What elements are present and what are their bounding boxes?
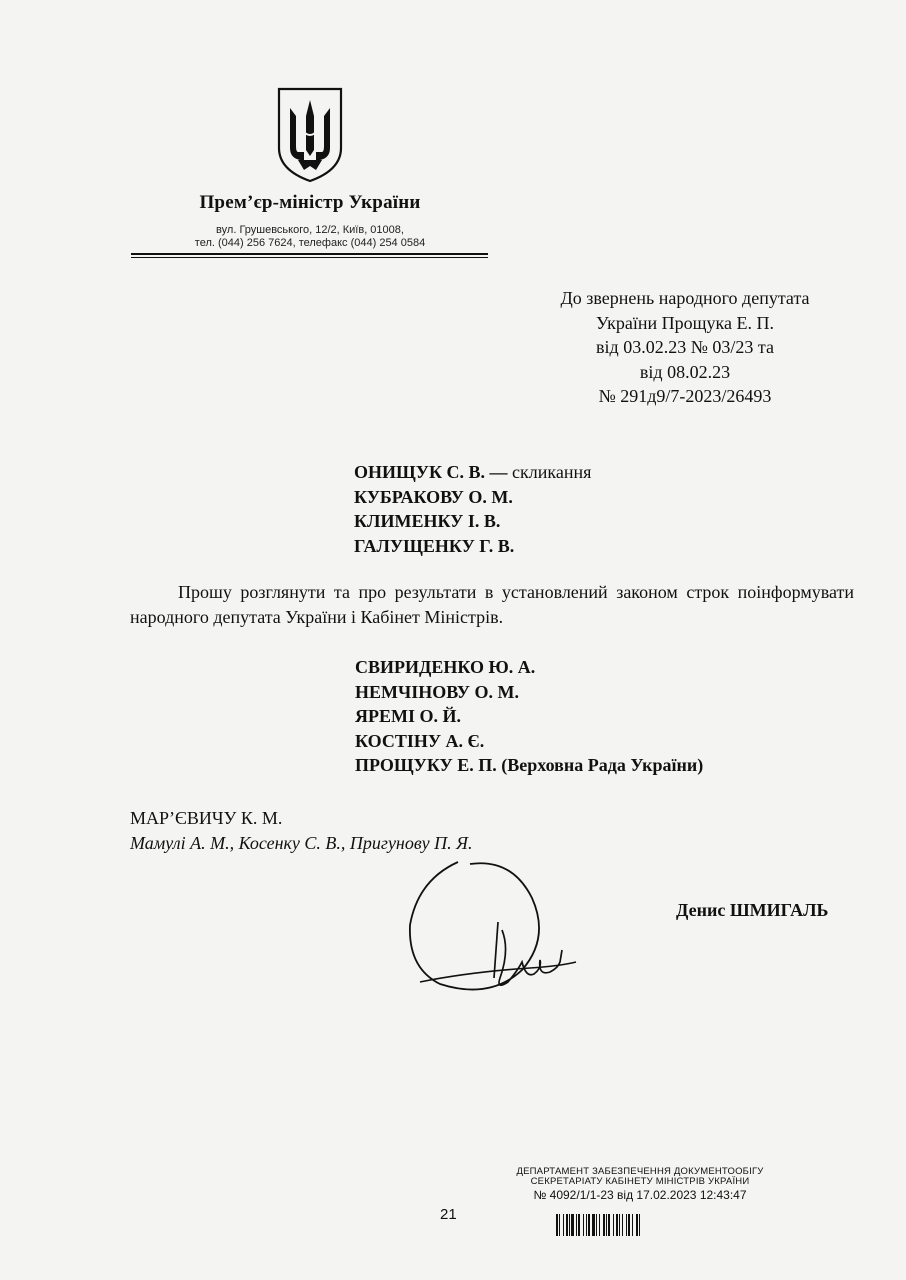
trident-coat-of-arms-icon [276,86,344,184]
barcode-bar [586,1214,587,1236]
stamp-secretariat: СЕКРЕТАРІАТУ КАБІНЕТУ МІНІСТРІВ УКРАЇНИ [530,1176,750,1187]
barcode-bar [616,1214,618,1236]
barcode-bar [608,1214,610,1236]
reference-line: від 03.02.23 № 03/23 та [596,337,774,357]
addressee-line: КЛИМЕНКУ І. В. [354,511,501,531]
copy-to-block [130,806,473,855]
addressee-line: СВИРИДЕНКО Ю. А. [355,657,536,677]
letterhead-title: Прем’єр-міністр України [199,192,421,213]
addressee-block-primary [354,460,591,558]
barcode-bar [599,1214,600,1236]
copy-to-secondary: Мамулі А. М., Косенку С. В., Пригунову П. Я. [130,832,473,853]
barcode-bar [626,1214,627,1236]
barcode-bar [622,1214,623,1236]
letterhead-phone: тел. (044) 256 7624, телефакс (044) 254 0584 [194,237,426,249]
barcode-bar [603,1214,605,1236]
barcode-bar [569,1214,570,1236]
barcode-bar [563,1214,564,1236]
reference-line: України Прощука Е. П. [596,312,774,333]
barcode-bar [632,1214,633,1236]
barcode-bar [588,1214,590,1236]
page-number: 21 [440,1206,457,1223]
addressee-name: ОНИЩУК С. В. — [354,462,508,482]
letterhead-rule-thin [131,257,488,258]
addressee-block-secondary [355,655,703,778]
addressee-line [354,460,591,485]
addressee-note: скликання [512,462,592,482]
reference-line: № 291д9/7-2023/26493 [598,386,772,406]
barcode-bar [596,1214,597,1236]
barcode-bar [639,1214,640,1236]
copy-to-primary: МАР’ЄВИЧУ К. М. [130,808,283,828]
addressee-line: КОСТІНУ А. Є. [355,730,485,751]
addressee-line: НЕМЧІНОВУ О. М. [355,681,519,702]
reference-block [520,286,850,409]
barcode-bar [566,1214,568,1236]
letterhead-address: вул. Грушевського, 12/2, Київ, 01008, [216,224,404,236]
letterhead-rule-thick [131,253,488,255]
barcode-bar [613,1214,614,1236]
instruction-paragraph: Прошу розглянути та про результати в установлений законом строк поінформувати народного депутата України і Кабінет Міністрів. [130,582,854,627]
barcode-bar [559,1214,560,1236]
addressee-line: ПРОЩУКУ Е. П. (Верховна Рада України) [355,755,704,775]
stamp-registration-number: № 4092/1/1-23 від 17.02.2023 12:43:47 [533,1188,747,1202]
reference-line: До звернень народного депутата [560,288,810,308]
barcode-bar [619,1214,620,1236]
barcode-bar [583,1214,584,1236]
barcode-bar [592,1214,595,1236]
barcode [556,1214,716,1236]
signer-name: Денис ШМИГАЛЬ [676,900,829,920]
reference-line: від 08.02.23 [639,361,731,382]
barcode-bar [571,1214,574,1236]
handwritten-signature [400,850,590,1000]
barcode-bar [628,1214,630,1236]
stamp-department: ДЕПАРТАМЕНТ ЗАБЕЗПЕЧЕННЯ ДОКУМЕНТООБІГУ [516,1166,764,1177]
barcode-bar [606,1214,607,1236]
barcode-bar [576,1214,577,1236]
barcode-bar [556,1214,558,1236]
registration-stamp [512,1167,768,1202]
barcode-bar [636,1214,638,1236]
barcode-bar [578,1214,580,1236]
addressee-line: ЯРЕМІ О. Й. [355,706,461,726]
addressee-line: ГАЛУЩЕНКУ Г. В. [354,535,515,556]
addressee-line: КУБРАКОВУ О. М. [354,486,513,507]
